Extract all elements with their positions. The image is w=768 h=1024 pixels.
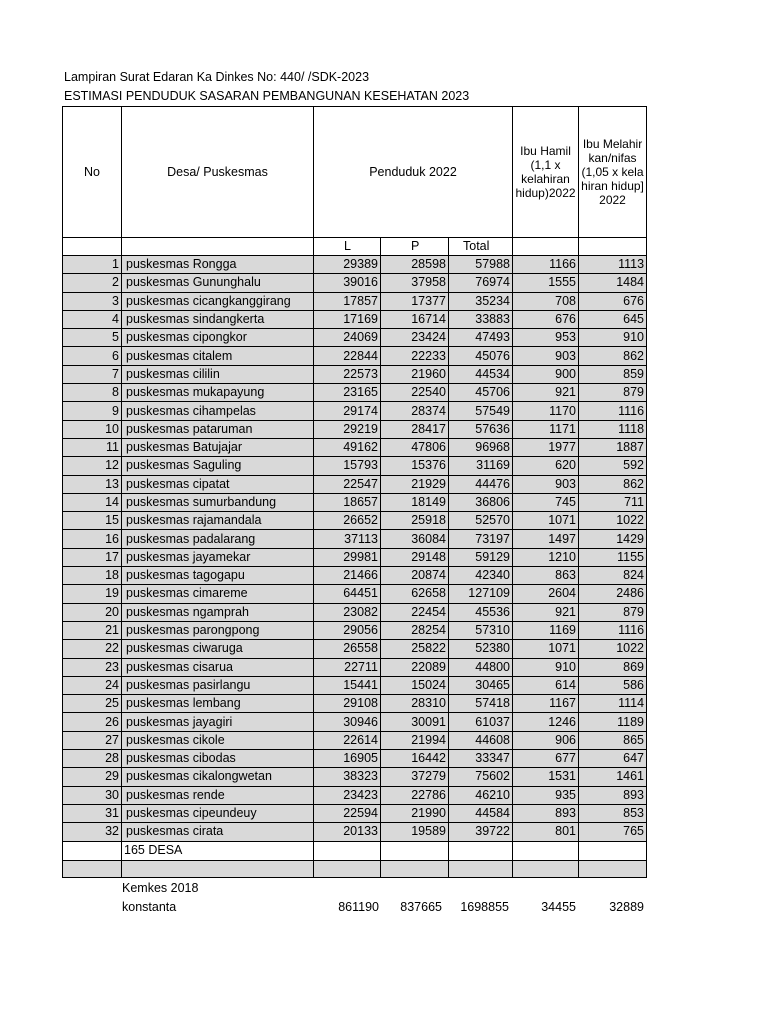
- row-puskesmas: puskesmas cisarua: [122, 658, 314, 676]
- empty-cell: [122, 860, 314, 877]
- row-total: 35234: [449, 292, 513, 310]
- row-puskesmas: puskesmas cipeundeuy: [122, 804, 314, 822]
- row-puskesmas: puskesmas jayamekar: [122, 548, 314, 566]
- row-l: 30946: [314, 713, 381, 731]
- row-l: 29056: [314, 621, 381, 639]
- row-l: 29219: [314, 420, 381, 438]
- document-header-line1: Lampiran Surat Edaran Ka Dinkes No: 440/ /SDK-2023: [64, 70, 370, 84]
- row-l: 17857: [314, 292, 381, 310]
- row-l: 22711: [314, 658, 381, 676]
- row-total: 57988: [449, 256, 513, 274]
- row-total: 33347: [449, 750, 513, 768]
- empty-cell: [381, 860, 449, 877]
- row-puskesmas: puskesmas cipongkor: [122, 329, 314, 347]
- row-puskesmas: puskesmas cikole: [122, 731, 314, 749]
- row-puskesmas: puskesmas Saguling: [122, 457, 314, 475]
- row-ibu-hamil: 676: [513, 310, 579, 328]
- table-row: [63, 585, 647, 603]
- row-ibu-hamil: 1531: [513, 768, 579, 786]
- row-ibu-melahirkan: 1461: [579, 768, 647, 786]
- row-no: 5: [63, 329, 122, 347]
- row-ibu-hamil: 1171: [513, 420, 579, 438]
- row-ibu-hamil: 1555: [513, 274, 579, 292]
- row-no: 24: [63, 676, 122, 694]
- footer-kemkes-label: Kemkes 2018: [122, 881, 199, 895]
- table-row: [63, 603, 647, 621]
- empty-cell: [63, 841, 122, 860]
- empty-cell: [579, 860, 647, 877]
- row-p: 21960: [381, 365, 449, 383]
- row-p: 17377: [381, 292, 449, 310]
- col-header-desa: Desa/ Puskesmas: [122, 107, 314, 238]
- row-ibu-hamil: 935: [513, 786, 579, 804]
- row-no: 19: [63, 585, 122, 603]
- row-no: 1: [63, 256, 122, 274]
- row-total: 45706: [449, 384, 513, 402]
- row-l: 22614: [314, 731, 381, 749]
- row-no: 16: [63, 530, 122, 548]
- row-total: 45536: [449, 603, 513, 621]
- row-p: 20874: [381, 567, 449, 585]
- row-no: 31: [63, 804, 122, 822]
- row-p: 22089: [381, 658, 449, 676]
- row-puskesmas: puskesmas rende: [122, 786, 314, 804]
- row-no: 18: [63, 567, 122, 585]
- col-header-ibu-melahirkan: Ibu Melahirkan/nifas (1,05 x kelahiran hidup]2022: [579, 107, 647, 238]
- table-row: [63, 530, 647, 548]
- row-total: 47493: [449, 329, 513, 347]
- row-puskesmas: puskesmas citalem: [122, 347, 314, 365]
- row-total: 57636: [449, 420, 513, 438]
- row-l: 64451: [314, 585, 381, 603]
- table-row: [63, 676, 647, 694]
- row-total: 46210: [449, 786, 513, 804]
- row-l: 37113: [314, 530, 381, 548]
- row-ibu-melahirkan: 592: [579, 457, 647, 475]
- row-ibu-hamil: 1497: [513, 530, 579, 548]
- row-total: 33883: [449, 310, 513, 328]
- empty-cell: [513, 860, 579, 877]
- row-total: 42340: [449, 567, 513, 585]
- row-ibu-melahirkan: 1429: [579, 530, 647, 548]
- row-ibu-hamil: 801: [513, 823, 579, 841]
- empty-cell: [449, 860, 513, 877]
- row-p: 47806: [381, 438, 449, 456]
- row-puskesmas: puskesmas sumurbandung: [122, 493, 314, 511]
- row-ibu-melahirkan: 865: [579, 731, 647, 749]
- row-l: 29389: [314, 256, 381, 274]
- row-p: 37958: [381, 274, 449, 292]
- row-ibu-melahirkan: 879: [579, 384, 647, 402]
- row-p: 22786: [381, 786, 449, 804]
- table-header-row: [63, 107, 647, 238]
- row-puskesmas: puskesmas jayagiri: [122, 713, 314, 731]
- row-ibu-melahirkan: 676: [579, 292, 647, 310]
- table-row: [63, 804, 647, 822]
- row-puskesmas: puskesmas cicangkanggirang: [122, 292, 314, 310]
- table-row: [63, 658, 647, 676]
- table-row: [63, 750, 647, 768]
- table-row: [63, 640, 647, 658]
- row-p: 28417: [381, 420, 449, 438]
- row-ibu-melahirkan: 869: [579, 658, 647, 676]
- row-l: 26558: [314, 640, 381, 658]
- table-row: [63, 292, 647, 310]
- row-no: 9: [63, 402, 122, 420]
- row-p: 21990: [381, 804, 449, 822]
- row-ibu-hamil: 1167: [513, 695, 579, 713]
- row-p: 25822: [381, 640, 449, 658]
- row-no: 3: [63, 292, 122, 310]
- row-l: 22844: [314, 347, 381, 365]
- table-subheader-row: [63, 238, 647, 256]
- footer-total-l: 861190: [338, 900, 379, 914]
- row-ibu-melahirkan: 711: [579, 493, 647, 511]
- row-p: 22454: [381, 603, 449, 621]
- table-row: [63, 310, 647, 328]
- table-row: [63, 768, 647, 786]
- row-ibu-hamil: 900: [513, 365, 579, 383]
- row-total: 44534: [449, 365, 513, 383]
- table-row: [63, 274, 647, 292]
- row-total: 52570: [449, 512, 513, 530]
- row-total: 57549: [449, 402, 513, 420]
- table-row: [63, 420, 647, 438]
- row-total: 57418: [449, 695, 513, 713]
- row-p: 28598: [381, 256, 449, 274]
- row-ibu-hamil: 708: [513, 292, 579, 310]
- row-ibu-hamil: 903: [513, 347, 579, 365]
- row-ibu-hamil: 620: [513, 457, 579, 475]
- row-puskesmas: puskesmas mukapayung: [122, 384, 314, 402]
- row-ibu-melahirkan: 893: [579, 786, 647, 804]
- row-p: 28374: [381, 402, 449, 420]
- table-row: [63, 402, 647, 420]
- row-l: 15793: [314, 457, 381, 475]
- row-puskesmas: puskesmas Batujajar: [122, 438, 314, 456]
- empty-cell: [314, 860, 381, 877]
- row-puskesmas: puskesmas cililin: [122, 365, 314, 383]
- row-ibu-hamil: 1170: [513, 402, 579, 420]
- table-row-blank: [63, 860, 647, 877]
- row-ibu-hamil: 906: [513, 731, 579, 749]
- row-puskesmas: puskesmas cibodas: [122, 750, 314, 768]
- footer-konstanta-label: konstanta: [122, 900, 177, 914]
- row-p: 15024: [381, 676, 449, 694]
- row-puskesmas: puskesmas rajamandala: [122, 512, 314, 530]
- row-ibu-hamil: 921: [513, 603, 579, 621]
- row-no: 22: [63, 640, 122, 658]
- row-ibu-melahirkan: 1118: [579, 420, 647, 438]
- footer-total-ibu-hamil: 34455: [541, 900, 576, 914]
- table-row: [63, 548, 647, 566]
- empty-cell: [513, 841, 579, 860]
- table-row: [63, 621, 647, 639]
- table-row: [63, 365, 647, 383]
- row-ibu-hamil: 893: [513, 804, 579, 822]
- row-no: 21: [63, 621, 122, 639]
- row-total: 96968: [449, 438, 513, 456]
- row-l: 29981: [314, 548, 381, 566]
- row-l: 22594: [314, 804, 381, 822]
- document-header-title: ESTIMASI PENDUDUK SASARAN PEMBANGUNAN KESEHATAN 2023: [64, 89, 470, 103]
- row-no: 23: [63, 658, 122, 676]
- row-total: 39722: [449, 823, 513, 841]
- row-no: 14: [63, 493, 122, 511]
- row-total: 59129: [449, 548, 513, 566]
- row-ibu-hamil: 1071: [513, 512, 579, 530]
- sub-empty: [513, 238, 579, 256]
- row-ibu-hamil: 2604: [513, 585, 579, 603]
- row-puskesmas: puskesmas parongpong: [122, 621, 314, 639]
- table-row: [63, 347, 647, 365]
- row-p: 37279: [381, 768, 449, 786]
- row-puskesmas: puskesmas tagogapu: [122, 567, 314, 585]
- row-l: 29108: [314, 695, 381, 713]
- table-row: [63, 475, 647, 493]
- row-total: 30465: [449, 676, 513, 694]
- row-total: 31169: [449, 457, 513, 475]
- row-ibu-hamil: 1977: [513, 438, 579, 456]
- col-header-total: Total: [449, 238, 513, 256]
- row-no: 15: [63, 512, 122, 530]
- row-ibu-hamil: 1169: [513, 621, 579, 639]
- row-ibu-melahirkan: 853: [579, 804, 647, 822]
- row-no: 8: [63, 384, 122, 402]
- row-no: 20: [63, 603, 122, 621]
- footer-total-ibu-melahirkan: 32889: [609, 900, 644, 914]
- row-total: 75602: [449, 768, 513, 786]
- row-p: 16714: [381, 310, 449, 328]
- row-total: 52380: [449, 640, 513, 658]
- row-ibu-melahirkan: 1022: [579, 640, 647, 658]
- row-p: 21929: [381, 475, 449, 493]
- row-l: 20133: [314, 823, 381, 841]
- row-total: 44800: [449, 658, 513, 676]
- row-ibu-hamil: 614: [513, 676, 579, 694]
- row-no: 13: [63, 475, 122, 493]
- row-l: 18657: [314, 493, 381, 511]
- row-puskesmas: puskesmas ngamprah: [122, 603, 314, 621]
- row-ibu-melahirkan: 1116: [579, 402, 647, 420]
- row-l: 49162: [314, 438, 381, 456]
- row-no: 4: [63, 310, 122, 328]
- row-ibu-melahirkan: 824: [579, 567, 647, 585]
- row-no: 26: [63, 713, 122, 731]
- row-puskesmas: puskesmas cihampelas: [122, 402, 314, 420]
- table-row: [63, 329, 647, 347]
- row-p: 18149: [381, 493, 449, 511]
- row-p: 16442: [381, 750, 449, 768]
- row-puskesmas: puskesmas Rongga: [122, 256, 314, 274]
- table-row: [63, 384, 647, 402]
- row-ibu-hamil: 903: [513, 475, 579, 493]
- row-total: 36806: [449, 493, 513, 511]
- table-row: [63, 786, 647, 804]
- row-ibu-melahirkan: 1113: [579, 256, 647, 274]
- row-l: 38323: [314, 768, 381, 786]
- row-p: 62658: [381, 585, 449, 603]
- row-ibu-hamil: 1071: [513, 640, 579, 658]
- empty-cell: [381, 841, 449, 860]
- footer-total-total: 1698855: [460, 900, 509, 914]
- row-puskesmas: puskesmas padalarang: [122, 530, 314, 548]
- row-ibu-hamil: 1210: [513, 548, 579, 566]
- row-l: 16905: [314, 750, 381, 768]
- row-total: 44608: [449, 731, 513, 749]
- row-no: 10: [63, 420, 122, 438]
- row-ibu-melahirkan: 647: [579, 750, 647, 768]
- row-total: 45076: [449, 347, 513, 365]
- col-header-p: P: [381, 238, 449, 256]
- row-p: 15376: [381, 457, 449, 475]
- row-p: 25918: [381, 512, 449, 530]
- col-header-ibu-hamil: Ibu Hamil (1,1 x kelahiran hidup)2022: [513, 107, 579, 238]
- row-puskesmas: puskesmas pataruman: [122, 420, 314, 438]
- row-puskesmas: puskesmas cimareme: [122, 585, 314, 603]
- population-table: [62, 106, 647, 878]
- row-l: 23165: [314, 384, 381, 402]
- row-ibu-melahirkan: 1887: [579, 438, 647, 456]
- row-puskesmas: puskesmas lembang: [122, 695, 314, 713]
- row-ibu-melahirkan: 1189: [579, 713, 647, 731]
- row-ibu-melahirkan: 1155: [579, 548, 647, 566]
- row-ibu-melahirkan: 1116: [579, 621, 647, 639]
- row-no: 30: [63, 786, 122, 804]
- row-puskesmas: puskesmas pasirlangu: [122, 676, 314, 694]
- sub-empty: [122, 238, 314, 256]
- table-row: [63, 731, 647, 749]
- row-ibu-hamil: 1166: [513, 256, 579, 274]
- row-total: 57310: [449, 621, 513, 639]
- row-p: 28254: [381, 621, 449, 639]
- empty-cell: [314, 841, 381, 860]
- row-no: 7: [63, 365, 122, 383]
- row-ibu-hamil: 863: [513, 567, 579, 585]
- row-p: 22540: [381, 384, 449, 402]
- row-p: 23424: [381, 329, 449, 347]
- row-no: 12: [63, 457, 122, 475]
- row-ibu-hamil: 921: [513, 384, 579, 402]
- row-ibu-hamil: 745: [513, 493, 579, 511]
- row-no: 27: [63, 731, 122, 749]
- table-row: [63, 256, 647, 274]
- desa-count-label: 165 DESA: [122, 841, 314, 860]
- row-l: 22547: [314, 475, 381, 493]
- row-puskesmas: puskesmas cipatat: [122, 475, 314, 493]
- row-no: 17: [63, 548, 122, 566]
- row-p: 19589: [381, 823, 449, 841]
- row-l: 29174: [314, 402, 381, 420]
- col-header-l: L: [314, 238, 381, 256]
- empty-cell: [579, 841, 647, 860]
- row-ibu-hamil: 953: [513, 329, 579, 347]
- row-total: 76974: [449, 274, 513, 292]
- row-l: 39016: [314, 274, 381, 292]
- table-row-desa: [63, 841, 647, 860]
- sub-empty: [63, 238, 122, 256]
- row-total: 73197: [449, 530, 513, 548]
- row-ibu-hamil: 910: [513, 658, 579, 676]
- row-puskesmas: puskesmas cikalongwetan: [122, 768, 314, 786]
- row-puskesmas: puskesmas cirata: [122, 823, 314, 841]
- row-l: 23082: [314, 603, 381, 621]
- row-l: 21466: [314, 567, 381, 585]
- col-header-penduduk: Penduduk 2022: [314, 107, 513, 238]
- col-header-no: No: [63, 107, 122, 238]
- row-no: 32: [63, 823, 122, 841]
- row-ibu-hamil: 1246: [513, 713, 579, 731]
- table-row: [63, 438, 647, 456]
- row-no: 29: [63, 768, 122, 786]
- row-ibu-melahirkan: 645: [579, 310, 647, 328]
- row-ibu-melahirkan: 2486: [579, 585, 647, 603]
- row-l: 15441: [314, 676, 381, 694]
- row-l: 22573: [314, 365, 381, 383]
- row-ibu-melahirkan: 765: [579, 823, 647, 841]
- row-ibu-melahirkan: 586: [579, 676, 647, 694]
- table-row: [63, 695, 647, 713]
- row-p: 30091: [381, 713, 449, 731]
- row-puskesmas: puskesmas Gununghalu: [122, 274, 314, 292]
- row-ibu-melahirkan: 879: [579, 603, 647, 621]
- row-ibu-hamil: 677: [513, 750, 579, 768]
- row-ibu-melahirkan: 862: [579, 475, 647, 493]
- row-no: 28: [63, 750, 122, 768]
- row-no: 11: [63, 438, 122, 456]
- row-ibu-melahirkan: 859: [579, 365, 647, 383]
- row-no: 2: [63, 274, 122, 292]
- row-total: 61037: [449, 713, 513, 731]
- table-row: [63, 493, 647, 511]
- table-row: [63, 823, 647, 841]
- table-row: [63, 567, 647, 585]
- sub-empty: [579, 238, 647, 256]
- row-puskesmas: puskesmas sindangkerta: [122, 310, 314, 328]
- footer-total-p: 837665: [400, 900, 442, 914]
- row-p: 29148: [381, 548, 449, 566]
- row-l: 24069: [314, 329, 381, 347]
- table-row: [63, 512, 647, 530]
- row-total: 44476: [449, 475, 513, 493]
- row-l: 17169: [314, 310, 381, 328]
- row-no: 25: [63, 695, 122, 713]
- row-ibu-melahirkan: 1022: [579, 512, 647, 530]
- row-ibu-melahirkan: 862: [579, 347, 647, 365]
- row-l: 26652: [314, 512, 381, 530]
- row-p: 22233: [381, 347, 449, 365]
- table-row: [63, 457, 647, 475]
- row-puskesmas: puskesmas ciwaruga: [122, 640, 314, 658]
- table-row: [63, 713, 647, 731]
- empty-cell: [63, 860, 122, 877]
- empty-cell: [449, 841, 513, 860]
- row-total: 127109: [449, 585, 513, 603]
- row-p: 28310: [381, 695, 449, 713]
- row-l: 23423: [314, 786, 381, 804]
- row-total: 44584: [449, 804, 513, 822]
- row-ibu-melahirkan: 1114: [579, 695, 647, 713]
- row-p: 21994: [381, 731, 449, 749]
- row-no: 6: [63, 347, 122, 365]
- row-p: 36084: [381, 530, 449, 548]
- row-ibu-melahirkan: 910: [579, 329, 647, 347]
- row-ibu-melahirkan: 1484: [579, 274, 647, 292]
